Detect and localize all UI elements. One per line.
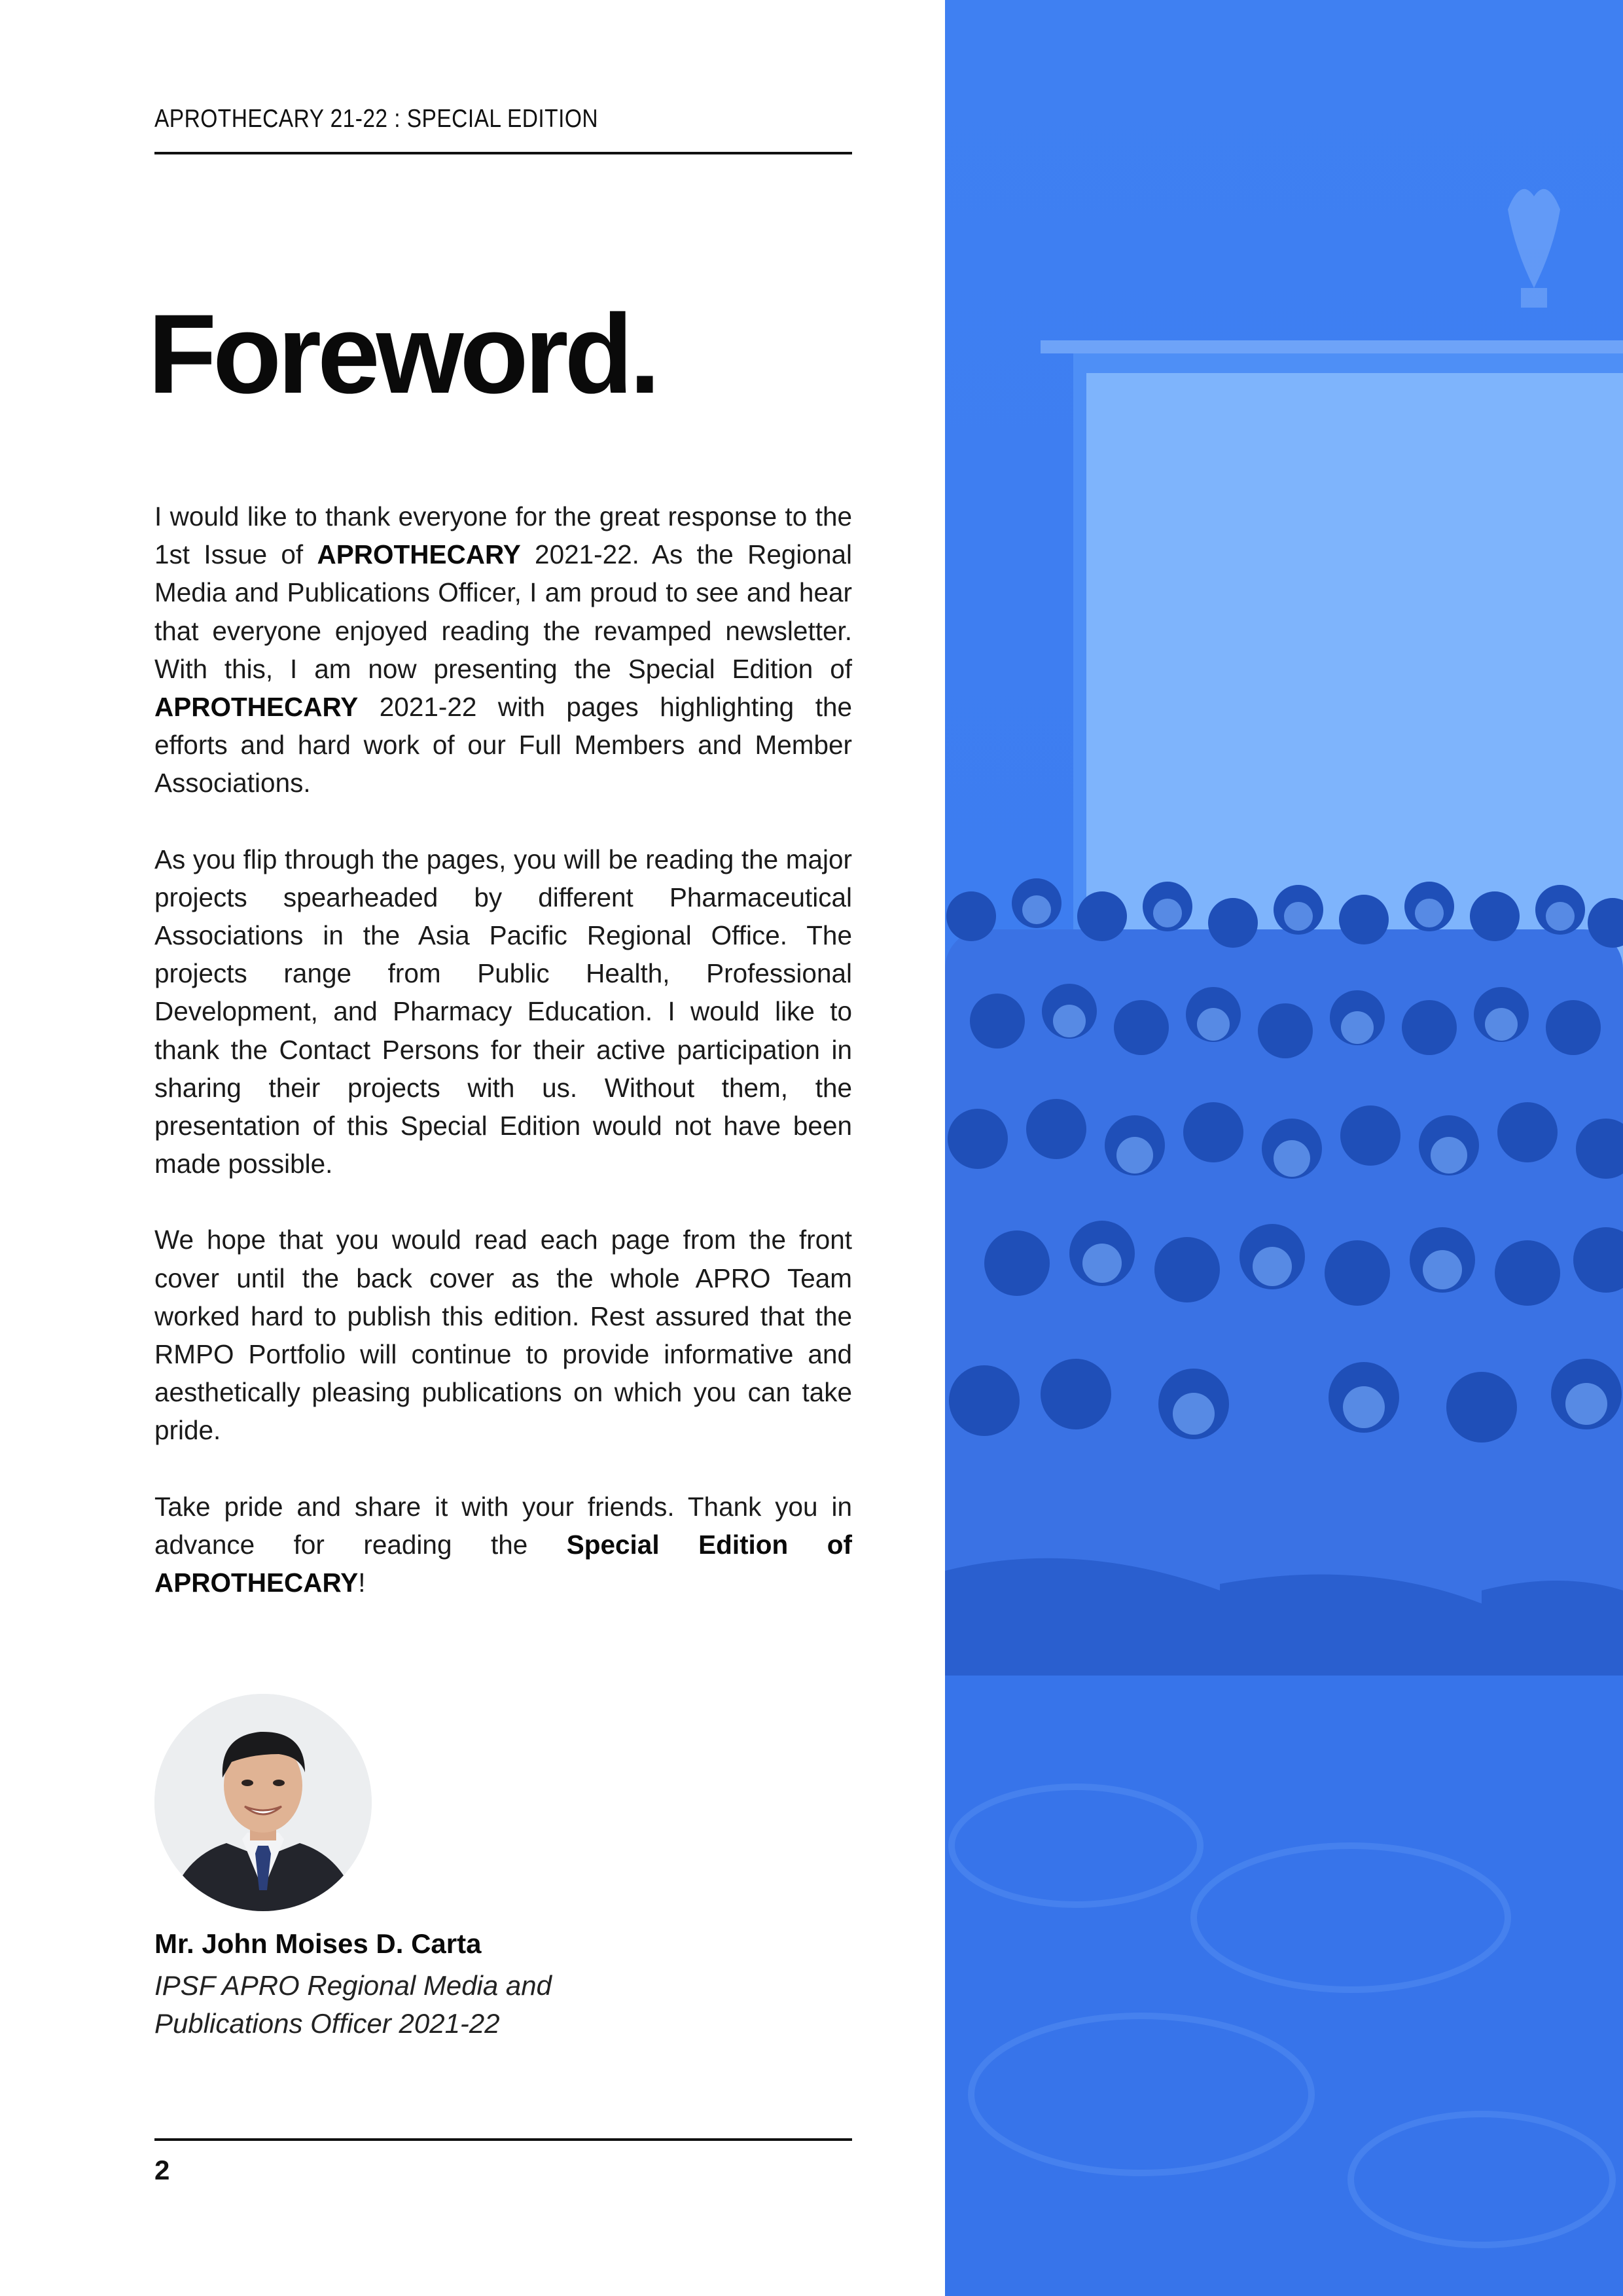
author-role-line-2: Publications Officer 2021-22 — [154, 2008, 500, 2039]
page-number: 2 — [154, 2155, 170, 2185]
header-divider — [154, 152, 852, 154]
page-title: Foreword. — [148, 291, 657, 417]
foreword-body — [154, 497, 852, 1640]
author-role-line-1: IPSF APRO Regional Media and — [154, 1970, 552, 2001]
author-avatar — [154, 1694, 372, 1911]
publication-name-bold: APROTHECARY — [154, 692, 359, 723]
paragraph-3: We hope that you would read each page from the front cover until the back cover as the whole APRO Team worked hard to publish this edition. Rest assured that the RMPO Portfolio will continue to provide informative and aesthetically pleasing publications on which you can take pride. — [154, 1225, 852, 1446]
group-photo-blue-duotone — [945, 0, 1623, 2296]
publication-name-bold: APROTHECARY — [317, 539, 521, 570]
paragraph-2: As you flip through the pages, you will be reading the major projects spearheaded by different Pharmaceutical Associations in the Asia Pacific Regional Office. The projects range from Public Health, Professional Development, and Pharmacy Education. I would like to thank the Contact Persons for their active participation in sharing their projects with us. Without them, the presentation of this Special Edition would not have been made possible. — [154, 844, 852, 1179]
footer-divider — [154, 2138, 852, 2141]
paragraph-1-text-e: 2021-22 with pages highlighting the efforts and hard work of our Full Members and Member Associations. — [154, 692, 852, 798]
author-role — [154, 1967, 552, 2043]
special-edition-bold: Special Edition of APROTHECARY — [154, 1529, 852, 1598]
group-photo-illustration — [945, 0, 1623, 2296]
paragraph-4 — [154, 1488, 852, 1602]
paragraph-4-text-a: Take pride and share it with your friends. Thank you in advance for reading the — [154, 1491, 852, 1560]
author-portrait — [154, 1694, 372, 1911]
paragraph-1-text-a: I would like to thank everyone for the great response to the 1st Issue of — [154, 501, 852, 570]
paragraph-4-text-c: ! — [358, 1568, 366, 1598]
running-header: APROTHECARY 21-22 : SPECIAL EDITION — [154, 105, 598, 133]
paragraph-1 — [154, 497, 852, 802]
paragraph-1-text-c: 2021-22. As the Regional Media and Publications Officer, I am proud to see and hear that everyone enjoyed reading the revamped newsletter. With this, I am now presenting the Special Edition of — [154, 539, 852, 684]
author-name: Mr. John Moises D. Carta — [154, 1928, 482, 1959]
